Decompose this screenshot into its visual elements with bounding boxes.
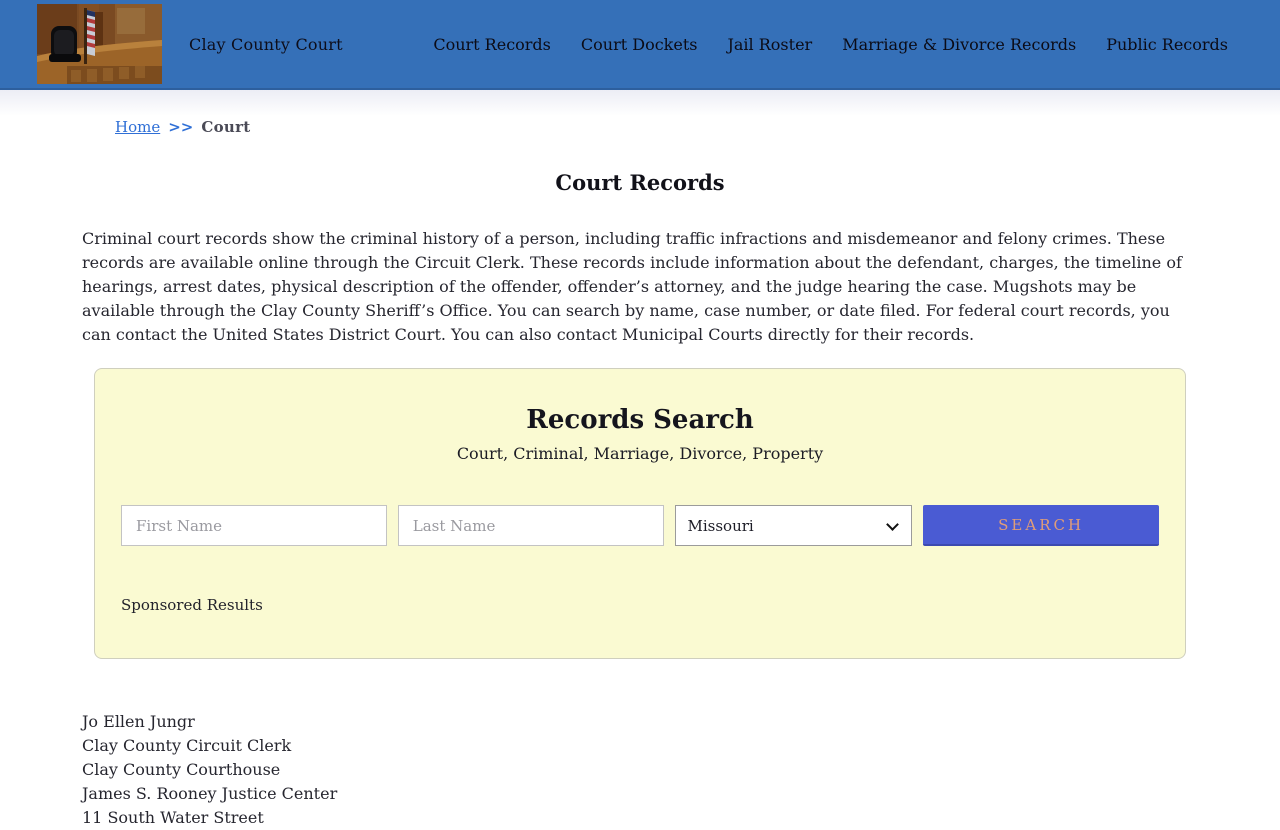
contact-line: Jo Ellen Jungr <box>82 712 195 731</box>
contact-line: James S. Rooney Justice Center <box>82 784 338 803</box>
intro-paragraph: Criminal court records show the criminal history of a person, including traffic infractions and misdemeanor and felony crimes. These records are available online through the Circuit Clerk. These records include information about the defendant, charges, the timeline of hearings, arrest dates, physical description of the offender, offender’s attorney, and the judge hearing the case. Mugshots may be available through the Clay County Sheriff’s Office. You can search by name, case number, or date filed. For federal court records, you can contact the United States District Court. You can also contact Municipal Courts directly for their records. <box>82 229 1182 344</box>
page-title: Court Records <box>555 170 725 195</box>
breadcrumb-home-link[interactable]: Home <box>115 118 161 136</box>
breadcrumb <box>0 90 1280 136</box>
search-button[interactable]: SEARCH <box>923 505 1159 546</box>
nav-public-records[interactable]: Public Records <box>1106 34 1228 54</box>
nav-court-dockets[interactable]: Court Dockets <box>580 34 698 54</box>
first-name-input[interactable] <box>121 505 387 546</box>
site-title: Clay County Court <box>189 34 343 54</box>
contact-line: 11 South Water Street <box>82 808 264 827</box>
breadcrumb-separator: >> <box>168 118 194 136</box>
records-search-title: Records Search <box>526 405 754 435</box>
clerk-contact-block <box>82 710 1280 830</box>
contact-line: Clay County Circuit Clerk <box>82 736 292 755</box>
nav-marriage-divorce-records[interactable]: Marriage & Divorce Records <box>842 34 1077 54</box>
contact-line: Clay County Courthouse <box>82 760 281 779</box>
page-content <box>0 90 1280 830</box>
breadcrumb-current: Court <box>201 118 251 136</box>
last-name-input[interactable] <box>398 505 664 546</box>
records-search-panel <box>94 368 1186 659</box>
search-form-row <box>121 505 1159 546</box>
nav-jail-roster[interactable]: Jail Roster <box>727 34 813 54</box>
state-select[interactable] <box>676 506 912 545</box>
sponsored-results-label: Sponsored Results <box>121 596 263 614</box>
nav-court-records[interactable]: Court Records <box>433 34 551 54</box>
state-select-wrap <box>675 505 913 546</box>
records-search-subtitle: Court, Criminal, Marriage, Divorce, Property <box>456 444 824 463</box>
courtroom-logo-image <box>37 4 162 84</box>
header <box>0 0 1280 90</box>
main-nav <box>433 35 1228 54</box>
